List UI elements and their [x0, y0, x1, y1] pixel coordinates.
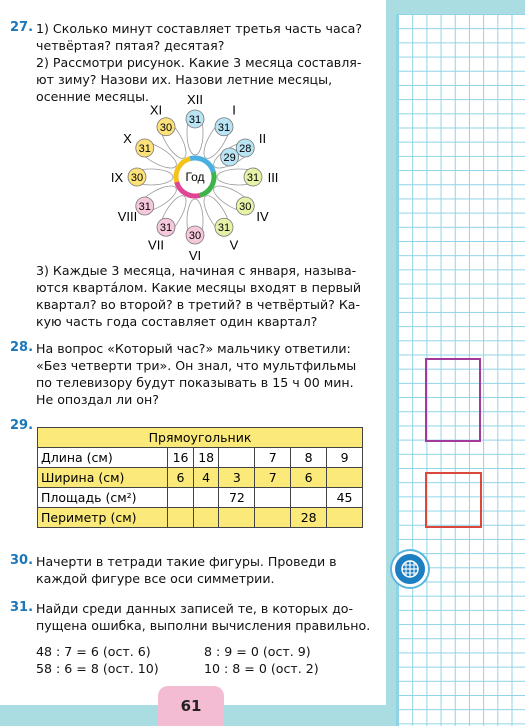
table-cell	[219, 508, 255, 528]
table-cell	[327, 508, 363, 528]
days-value: 31	[217, 222, 231, 235]
days-value: 31	[138, 143, 151, 155]
days-value: 30	[130, 172, 144, 184]
month-roman-label: V	[229, 237, 239, 253]
ex27-line4: ют зиму? Назови их. Назови летние месяцы,	[36, 72, 333, 87]
ex27-q-line4: кую часть года составляет один квартал?	[36, 314, 318, 329]
days-value: 31	[246, 172, 260, 184]
grid-top-margin	[396, 0, 523, 14]
table-row	[38, 468, 363, 488]
table-cell	[168, 508, 194, 528]
rectangle-table	[37, 427, 363, 528]
days-value: 29	[223, 152, 236, 164]
ex27-line3: 2) Рассмотри рисунок. Какие 3 месяца составля-	[36, 55, 362, 70]
days-value: 30	[239, 201, 252, 213]
table-cell	[291, 488, 327, 508]
ex27-q-line1: 3) Каждые 3 месяца, начиная с января, называ-	[36, 263, 357, 278]
table-cell	[193, 488, 219, 508]
exercise-27-number: 27.	[10, 20, 34, 35]
table-cell: 72	[219, 488, 255, 508]
ex31-expr-a1: 48 : 7 = 6 (ост. 6)	[36, 644, 151, 659]
table-cell: 45	[327, 488, 363, 508]
days-value: 31	[217, 121, 231, 134]
ex28-line4: Не опоздал ли он?	[36, 392, 159, 407]
table-cell: 6	[168, 468, 194, 488]
page-spine	[386, 0, 396, 726]
days-value: 31	[159, 222, 173, 235]
month-roman-label: XI	[149, 102, 163, 118]
table-cell: 7	[255, 448, 291, 468]
page-number: 61	[158, 686, 224, 726]
ex31-expr-b1: 8 : 9 = 0 (ост. 9)	[204, 644, 311, 659]
ex31-expr-a2: 58 : 6 = 8 (ост. 10)	[36, 661, 159, 676]
table-cell	[255, 508, 291, 528]
table-row	[38, 488, 363, 508]
days-value: 30	[159, 121, 173, 134]
ex28-line3: по телевизору будут показывать в 15 ч 00 мин.	[36, 375, 354, 390]
days-value: 28	[239, 143, 252, 155]
ex27-line2: четвёртая? пятая? десятая?	[36, 38, 225, 53]
diagram-center-label: Год	[185, 170, 205, 184]
row-label: Площадь (см²)	[38, 488, 168, 508]
exercise-28-number: 28.	[10, 340, 34, 355]
table-cell: 8	[291, 448, 327, 468]
globe-icon[interactable]	[392, 551, 428, 587]
table-cell: 9	[327, 448, 363, 468]
days-value: 30	[188, 230, 202, 242]
table-cell: 16	[168, 448, 194, 468]
months-diagram	[100, 92, 290, 263]
ex27-line1: 1) Сколько минут составляет третья часть часа?	[36, 21, 363, 36]
month-roman-label: III	[267, 170, 279, 185]
month-roman-label: VII	[148, 237, 164, 253]
days-value: 31	[188, 114, 202, 126]
ex31-line2: пущена ошибка, выполни вычисления правильно.	[36, 618, 371, 633]
month-roman-label: IX	[110, 170, 124, 185]
month-roman-label: XII	[187, 92, 203, 107]
table-cell: 28	[291, 508, 327, 528]
ex30-line1: Начерти в тетради такие фигуры. Проведи в	[36, 554, 337, 569]
row-label: Длина (см)	[38, 448, 168, 468]
table-cell: 6	[291, 468, 327, 488]
days-value: 31	[138, 201, 151, 213]
ex28-line1: На вопрос «Который час?» мальчику ответили:	[36, 341, 351, 356]
exercise-29-number: 29.	[10, 418, 34, 433]
exercise-30-number: 30.	[10, 553, 34, 568]
table-title: Прямоугольник	[38, 428, 363, 448]
table-cell: 7	[255, 468, 291, 488]
month-roman-label: IV	[256, 209, 269, 224]
row-label: Периметр (см)	[38, 508, 168, 528]
table-cell: 4	[193, 468, 219, 488]
table-cell: 18	[193, 448, 219, 468]
table-cell	[168, 488, 194, 508]
ex27-q-line3: квартал? во второй? в третий? в четвёртый? Ка-	[36, 297, 361, 312]
month-roman-label: X	[123, 131, 132, 146]
red-square-figure	[425, 472, 482, 528]
ex28-line2: «Без четверти три». Он знал, что мультфильмы	[36, 358, 357, 373]
row-label: Ширина (см)	[38, 468, 168, 488]
month-roman-label: I	[232, 102, 236, 118]
quarter-ring-arc	[177, 182, 200, 196]
exercise-31-number: 31.	[10, 600, 34, 615]
table-cell	[327, 468, 363, 488]
ex31-expr-b2: 10 : 8 = 0 (ост. 2)	[204, 661, 319, 676]
ex31-line1: Найди среди данных записей те, в которых до-	[36, 601, 354, 616]
table-cell: 3	[219, 468, 255, 488]
ex27-line5: осенние месяцы.	[36, 89, 150, 104]
month-roman-label: II	[258, 131, 267, 146]
table-row	[38, 508, 363, 528]
table-cell	[219, 448, 255, 468]
purple-square-figure	[425, 358, 481, 442]
ex30-line2: каждой фигуре все оси симметрии.	[36, 571, 275, 586]
table-row	[38, 448, 363, 468]
ex27-q-line2: ются квартáлом. Какие месяцы входят в первый	[36, 280, 362, 295]
month-roman-label: VIII	[117, 209, 138, 224]
table-cell	[255, 488, 291, 508]
month-roman-label: VI	[188, 248, 202, 263]
table-cell	[193, 508, 219, 528]
